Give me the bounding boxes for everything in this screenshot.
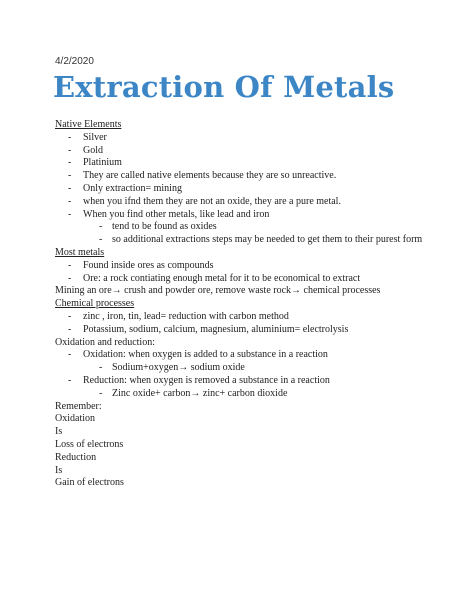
note-line bbox=[55, 465, 465, 478]
line-text: zinc , iron, tin, lead= reduction with carbon method bbox=[83, 310, 289, 322]
bullet-item bbox=[55, 388, 465, 401]
line-text: Ore: a rock contiating enough metal for it to be economical to extract bbox=[83, 272, 361, 284]
line-text: tend to be found as oxides bbox=[112, 221, 217, 233]
bullet-dash: - bbox=[68, 310, 72, 322]
line-text: They are called native elements because they are so unreactive. bbox=[83, 170, 337, 182]
bullet-item bbox=[55, 196, 465, 209]
note-line bbox=[55, 439, 465, 452]
line-text: Silver bbox=[83, 131, 107, 143]
bullet-dash: - bbox=[99, 234, 103, 246]
line-text: When you find other metals, like lead and iron bbox=[83, 208, 270, 220]
bullet-dash: - bbox=[68, 259, 72, 271]
bullet-dash: - bbox=[99, 221, 103, 233]
bullet-dash: - bbox=[68, 272, 72, 284]
note-line bbox=[55, 413, 465, 426]
note-line bbox=[55, 426, 465, 439]
line-text: Oxidation: when oxygen is added to a substance in a reaction bbox=[83, 349, 328, 361]
bullet-item bbox=[55, 209, 465, 222]
note-line bbox=[55, 285, 465, 298]
bullet-dash: - bbox=[68, 208, 72, 220]
line-text: Remember: bbox=[55, 400, 102, 412]
note-line bbox=[55, 119, 465, 132]
line-text: Platinium bbox=[83, 157, 122, 169]
notes-body bbox=[55, 119, 465, 490]
bullet-dash: - bbox=[68, 349, 72, 361]
bullet-dash: - bbox=[99, 387, 103, 399]
note-date: 4/2/2020 bbox=[55, 56, 94, 67]
bullet-dash: - bbox=[68, 131, 72, 143]
line-text: Oxidation bbox=[55, 413, 95, 425]
note-line bbox=[55, 452, 465, 465]
line-text: Mining an ore→ crush and powder ore, remove waste rock→ chemical processes bbox=[55, 285, 381, 297]
bullet-item bbox=[55, 157, 465, 170]
line-text: Reduction: when oxygen is removed a substance in a reaction bbox=[83, 374, 330, 386]
bullet-item bbox=[55, 362, 465, 375]
line-text: Loss of electrons bbox=[55, 438, 124, 450]
line-text: Sodium+oxygen→ sodium oxide bbox=[112, 362, 245, 374]
bullet-item bbox=[55, 324, 465, 337]
bullet-item bbox=[55, 132, 465, 145]
bullet-item bbox=[55, 170, 465, 183]
bullet-dash: - bbox=[68, 144, 72, 156]
bullet-dash: - bbox=[68, 195, 72, 207]
bullet-item bbox=[55, 311, 465, 324]
section-heading: Native Elements bbox=[55, 119, 122, 130]
line-text: so additional extractions steps may be needed to get them to their purest form bbox=[112, 234, 423, 246]
line-text: Potassium, sodium, calcium, magnesium, aluminium= electrolysis bbox=[83, 323, 349, 335]
note-line bbox=[55, 337, 465, 350]
line-text: Found inside ores as compounds bbox=[83, 259, 214, 271]
bullet-item bbox=[55, 349, 465, 362]
bullet-item bbox=[55, 375, 465, 388]
note-line bbox=[55, 298, 465, 311]
note-line bbox=[55, 247, 465, 260]
line-text: Gain of electrons bbox=[55, 477, 124, 489]
line-text: Gold bbox=[83, 144, 103, 156]
line-text: Zinc oxide+ carbon→ zinc+ carbon dioxide bbox=[112, 387, 288, 399]
section-heading: Chemical processes bbox=[55, 298, 135, 310]
line-text: Oxidation and reduction: bbox=[55, 336, 155, 348]
page-title: Extraction Of Metals bbox=[53, 70, 395, 104]
line-text: Only extraction= mining bbox=[83, 182, 182, 194]
bullet-dash: - bbox=[68, 323, 72, 335]
bullet-dash: - bbox=[99, 362, 103, 374]
bullet-item bbox=[55, 183, 465, 196]
note-line bbox=[55, 401, 465, 414]
line-text: Is bbox=[55, 426, 63, 438]
bullet-dash: - bbox=[68, 182, 72, 194]
bullet-item bbox=[55, 234, 465, 247]
bullet-dash: - bbox=[68, 170, 72, 182]
bullet-item bbox=[55, 145, 465, 158]
line-text: Is bbox=[55, 464, 63, 476]
line-text: when you ifnd them they are not an oxide, they are a pure metal. bbox=[83, 195, 341, 207]
bullet-dash: - bbox=[68, 157, 72, 169]
note-line bbox=[55, 477, 465, 490]
line-text: Reduction bbox=[55, 451, 97, 463]
bullet-item bbox=[55, 260, 465, 273]
bullet-item bbox=[55, 221, 465, 234]
bullet-dash: - bbox=[68, 374, 72, 386]
bullet-item bbox=[55, 273, 465, 286]
section-heading: Most metals bbox=[55, 246, 105, 258]
